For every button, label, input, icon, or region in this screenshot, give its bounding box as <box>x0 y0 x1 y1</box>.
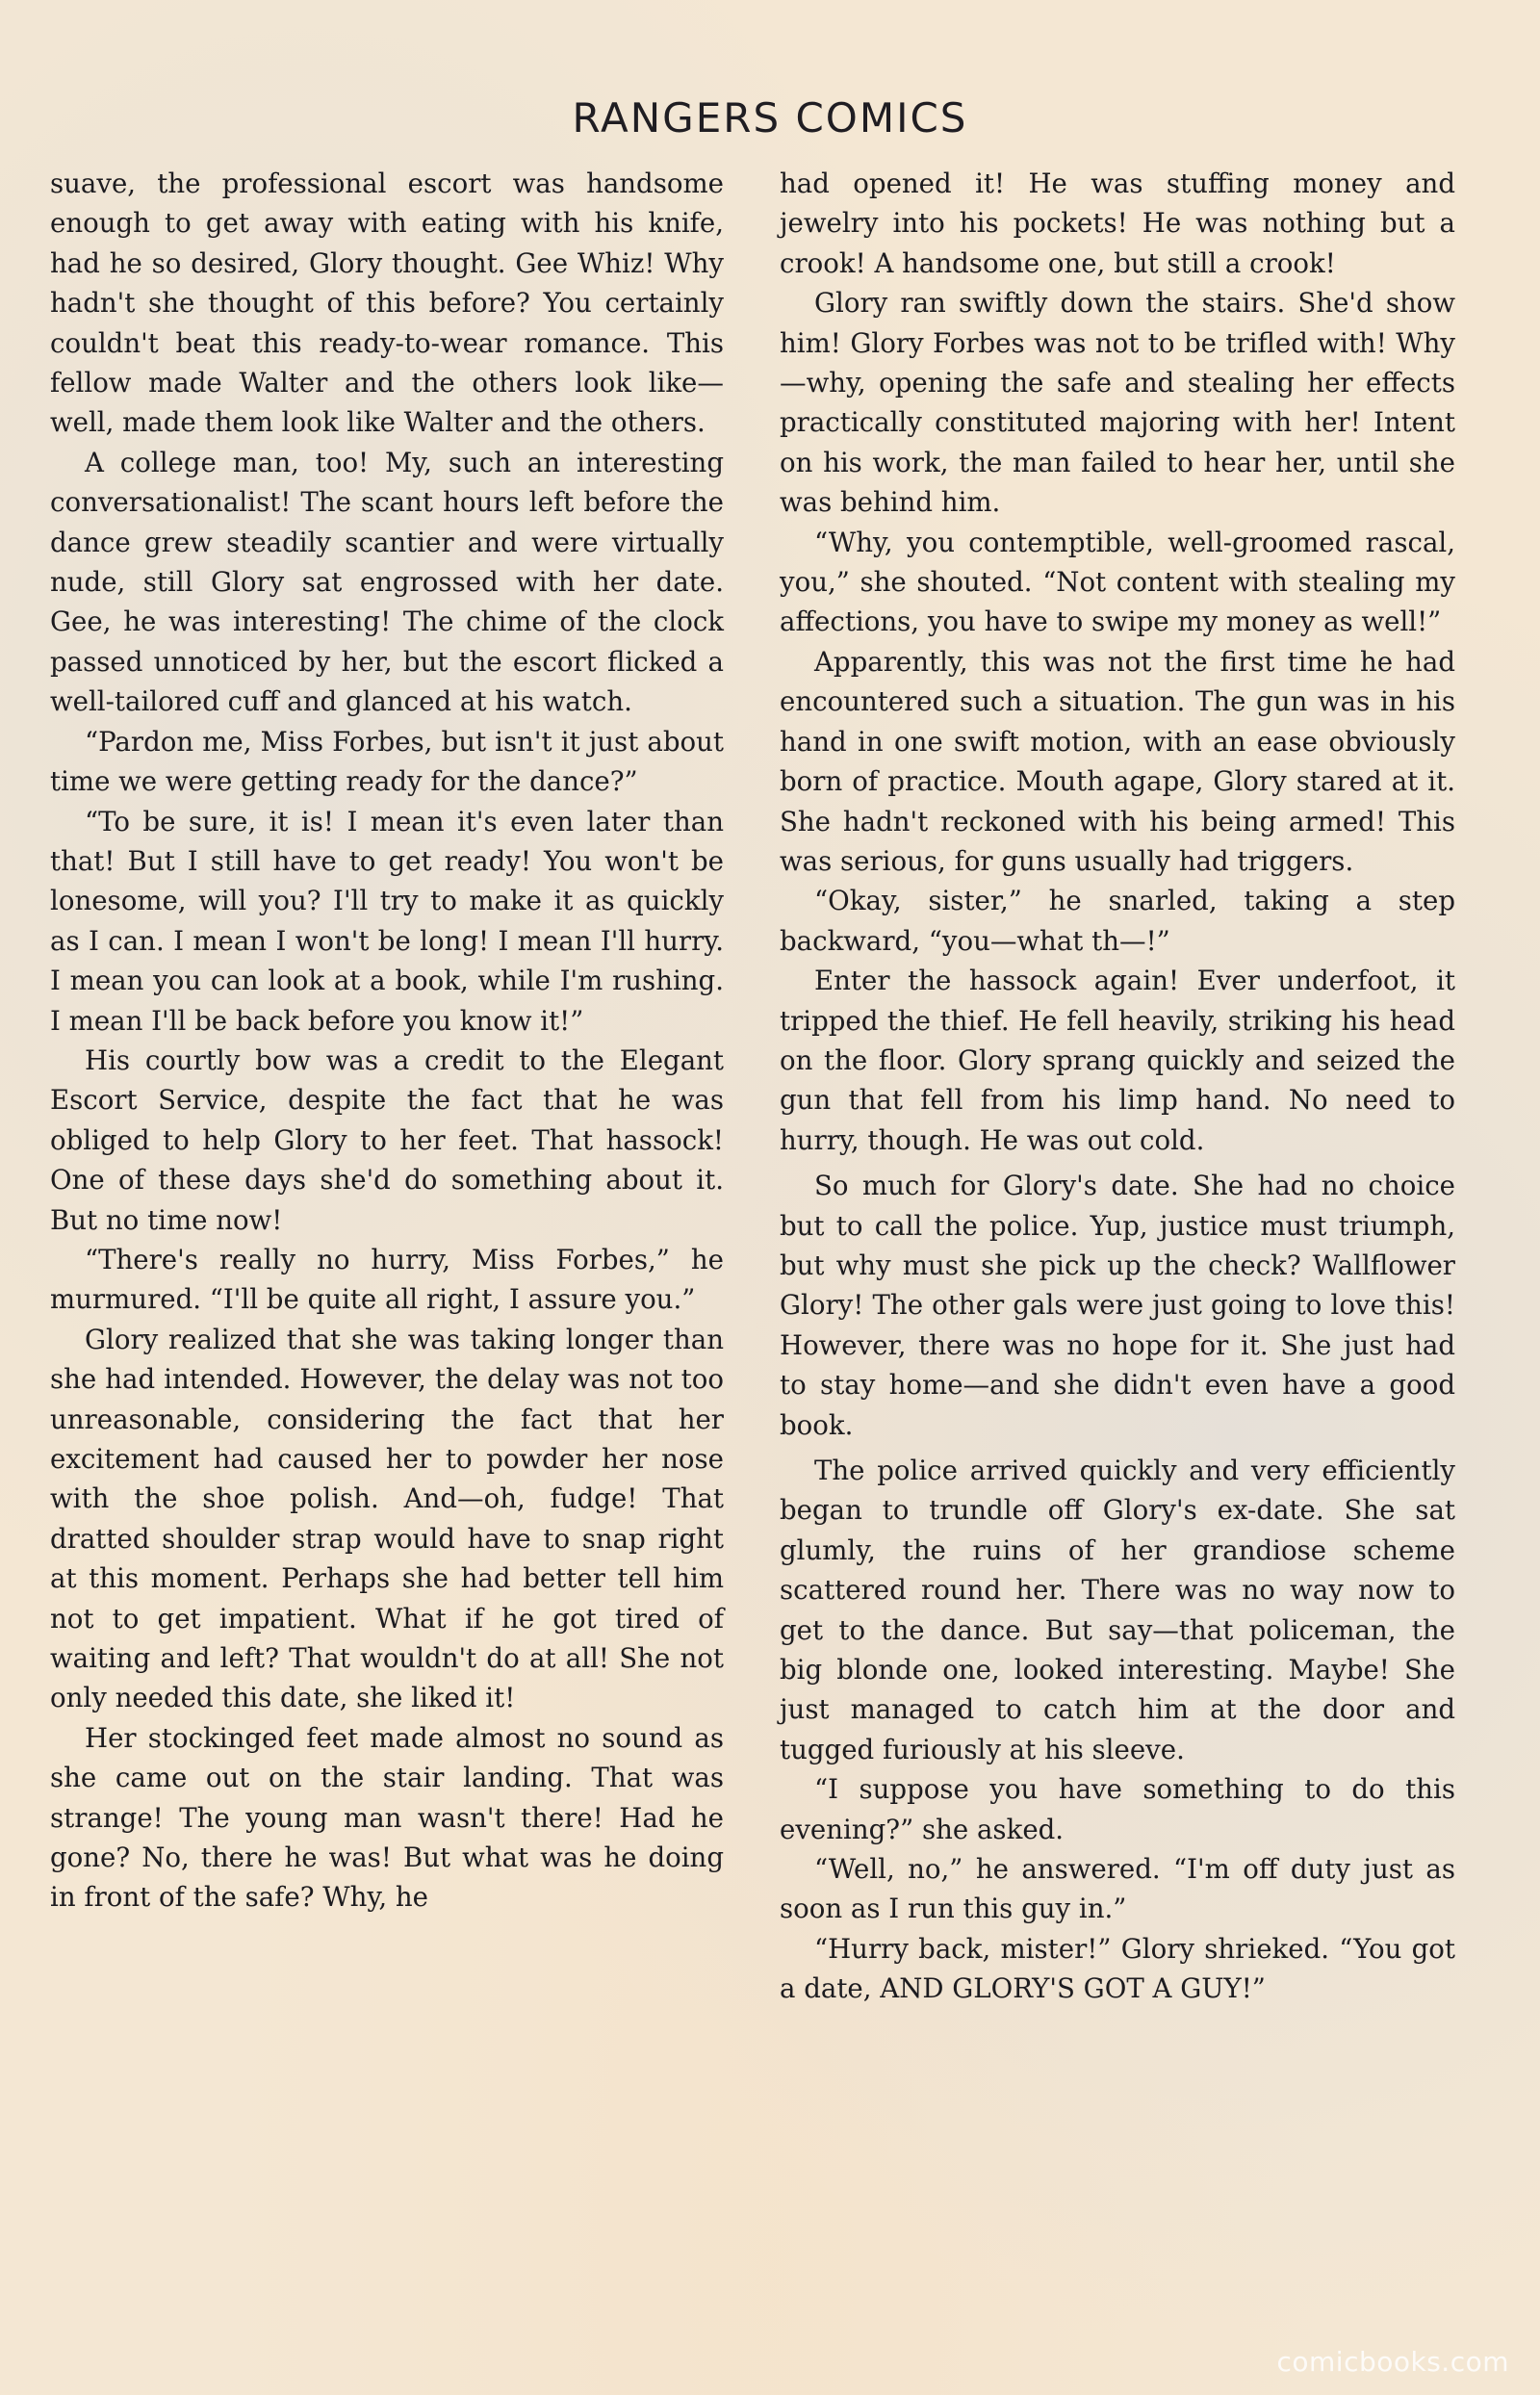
paragraph: Apparently, this was not the first time he had encountered such a situation. The gun was in his hand in one swift motion, with an ease obviously born of practice. Mouth agape, Glory stared at it. She hadn't reckoned with his being armed! This was serious, for guns usually had triggers. <box>780 645 1455 877</box>
paragraph: had opened it! He was stuffing money and jewelry into his pockets! He was nothing but a crook! A handsome one, but still a crook! <box>780 167 1455 279</box>
page-title: RANGERS COMICS <box>572 94 968 142</box>
paragraph: “Well, no,” he answered. “I'm off duty just as soon as I run this guy in.” <box>780 1853 1455 1925</box>
paragraph: The police arrived quickly and very efficiently began to trundle off Glory's ex-date. She sat glumly, the ruins of her grandiose scheme scattered round her. There was no way now to get to the dance. But say—that policeman, the big blonde one, looked interesting. Maybe! She just managed to catch him at the door and tugged furiously at his sleeve. <box>780 1455 1455 1765</box>
left-text-column <box>50 164 724 1918</box>
paragraph: “To be sure, it is! I mean it's even later than that! But I still have to get ready! You won't be lonesome, will you? I'll try to make it as quickly as I can. I mean I won't be long! I mean I'll hurry. I mean you can look at a book, while I'm rushing. I mean I'll be back before you know it!” <box>50 805 724 1037</box>
paragraph: “I suppose you have something to do this evening?” she asked. <box>780 1773 1455 1845</box>
paragraph: “Okay, sister,” he snarled, taking a step backward, “you—what th—!” <box>780 885 1455 957</box>
paragraph: “There's really no hurry, Miss Forbes,” he murmured. “I'll be quite all right, I assure you.” <box>50 1243 724 1316</box>
paragraph: “Pardon me, Miss Forbes, but isn't it just about time we were getting ready for the dance?” <box>50 725 724 798</box>
paragraph: Her stockinged feet made almost no sound as she came out on the stair landing. That was strange! The young man wasn't there! Had he gone? No, there he was! But what was he doing in front of the safe? Why, he <box>50 1721 724 1914</box>
paragraph: So much for Glory's date. She had no choice but to call the police. Yup, justice must triumph, but why must she pick up the check? Wallflower Glory! The other gals were just going to love this! However, there was no hope for it. She just had to stay home—and she didn't even have a good book. <box>780 1170 1455 1441</box>
paragraph: Enter the hassock again! Ever underfoot, it tripped the thief. He fell heavily, striking his head on the floor. Glory sprang quickly and seized the gun that fell from his limp hand. No need to hurry, though. He was out cold. <box>780 965 1455 1156</box>
paragraph: suave, the professional escort was handsome enough to get away with eating with his knife, had he so desired, Glory thought. Gee Whiz! Why hadn't she thought of this before? You certainly couldn't beat this ready-to-wear romance. This fellow made Walter and the others look like—well, made them look like Walter and the others. <box>50 167 724 439</box>
paragraph: “Why, you contemptible, well-groomed rascal, you,” she shouted. “Not content with stealing my affections, you have to swipe my money as well!” <box>780 526 1455 638</box>
paragraph: A college man, too! My, such an interesting conversationalist! The scant hours left before the dance grew steadily scantier and were virtually nude, still Glory sat engrossed with her date. Gee, he was interesting! The chime of the clock passed unnoticed by her, but the escort flicked a well-tailored cuff and glanced at his watch. <box>50 446 724 718</box>
right-text-column <box>780 164 1455 2009</box>
watermark: comicbooks.com <box>1276 2346 1509 2378</box>
paragraph: “Hurry back, mister!” Glory shrieked. “You got a date, AND GLORY'S GOT A GUY!” <box>780 1932 1455 2005</box>
paragraph: His courtly bow was a credit to the Elegant Escort Service, despite the fact that he was obliged to help Glory to her feet. That hassock! One of these days she'd do something about it. But no time now! <box>50 1043 724 1236</box>
paragraph: Glory ran swiftly down the stairs. She'd show him! Glory Forbes was not to be trifled with! Why—why, opening the safe and stealing her effects practically constituted majoring with her! Intent on his work, the man failed to hear her, until she was behind him. <box>780 287 1455 519</box>
paragraph: Glory realized that she was taking longer than she had intended. However, the delay was not too unreasonable, considering the fact that her excitement had caused her to powder her nose with the shoe polish. And—oh, fudge! That dratted shoulder strap would have to snap right at this moment. Perhaps she had better tell him not to get impatient. What if he got tired of waiting and left? That wouldn't do at all! She not only needed this date, she liked it! <box>50 1323 724 1714</box>
